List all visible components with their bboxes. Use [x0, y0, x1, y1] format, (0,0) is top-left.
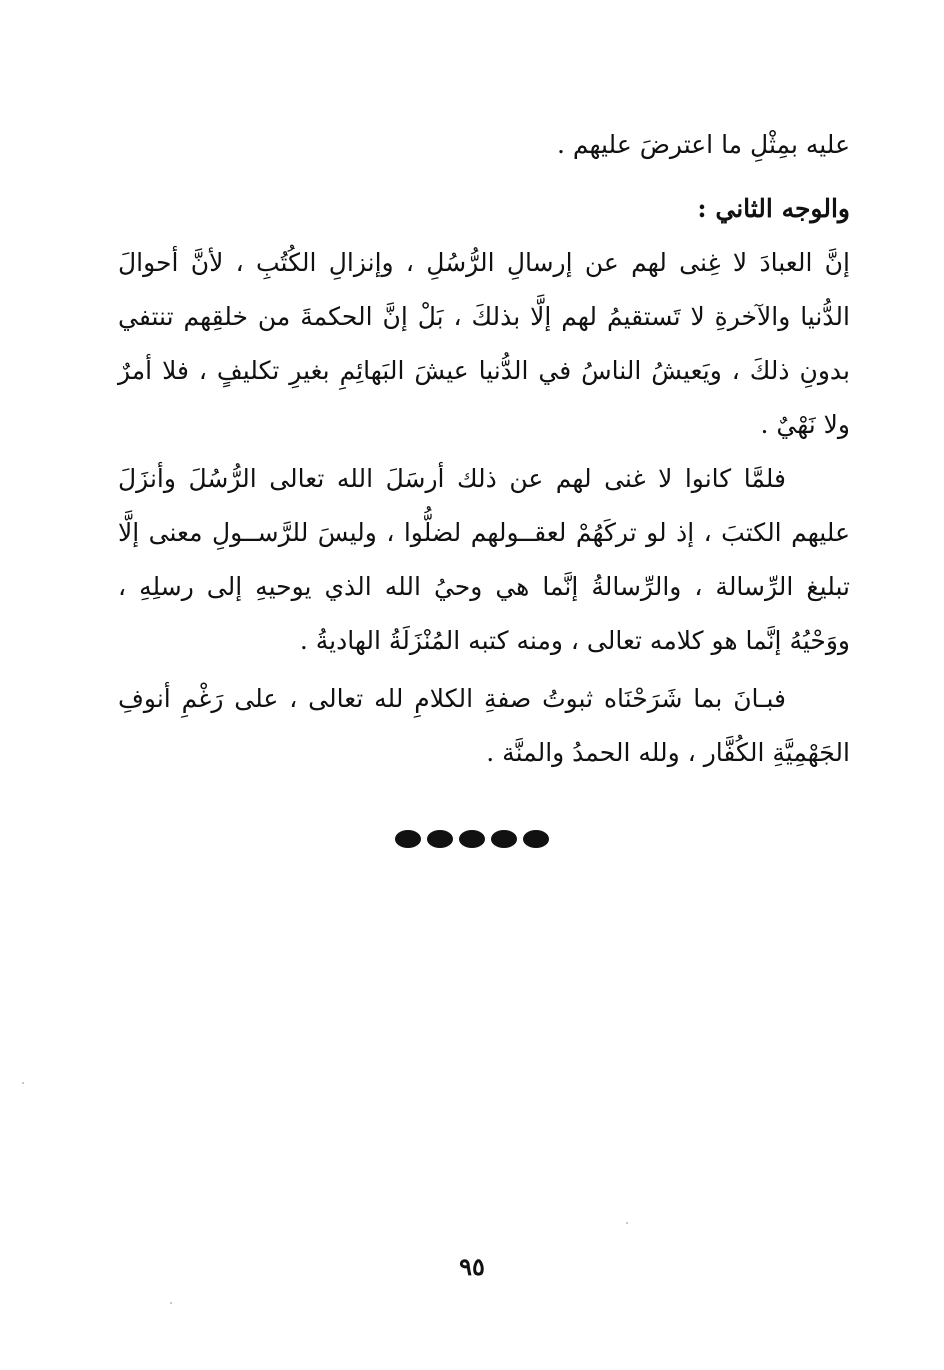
separator-dot: [523, 830, 549, 848]
section-heading: والوجه الثاني :: [697, 194, 850, 223]
scan-speck: [170, 1302, 172, 1304]
paragraph-continuation: عليه بمِثْلِ ما اعترضَ عليهم .: [556, 130, 850, 159]
separator-dot: [427, 830, 453, 848]
separator-dot: [491, 830, 517, 848]
separator-dot: [395, 830, 421, 848]
paragraph-messengers: فلمَّا كانوا لا غنى لهم عن ذلك أرسَلَ الله تعالى الرُّسُلَ وأنزَلَ عليهم الكتبَ ، إذ لو تركَهُمْ لعقــولهم لضلُّوا ، وليسَ للرَّســولِ معنى إلَّا تبليغ الرِّسالة ، والرِّسالةُ إنَّما هي وحيُ الله الذي يوحيهِ إلى رسلِهِ ، ووَحْيُهُ إنَّما هو كلامه تعالى ، ومنه كتبه المُنْزَلَةُ الهاديةُ .: [118, 464, 850, 655]
paragraph-second-aspect: إنَّ العبادَ لا غِنى لهم عن إرسالِ الرُّسُلِ ، وإنزالِ الكُتُبِ ، لأنَّ أحوالَ الدُّنيا والآخرةِ لا تَستقيمُ لهم إلَّا بذلكَ ، بَلْ إنَّ الحكمةَ من خلقِهم تنتفي بدونِ ذلكَ ، ويَعيشُ الناسُ في الدُّنيا عيشَ البَهائِمِ بغيرِ تكليفٍ ، فلا أمرٌ ولا نَهْيٌ .: [118, 248, 850, 439]
section-separator-dots: [0, 830, 944, 848]
separator-dot: [459, 830, 485, 848]
scan-speck: [22, 1082, 24, 1084]
paragraph-conclusion: فبـانَ بما شَرَحْنَاه ثبوتُ صفةِ الكلامِ لله تعالى ، على رَغْمِ أنوفِ الجَهْمِيَّةِ الكُفَّار ، ولله الحمدُ والمنَّة .: [118, 684, 850, 767]
scan-speck: [626, 1222, 628, 1224]
page-number: ٩٥: [459, 1252, 485, 1281]
